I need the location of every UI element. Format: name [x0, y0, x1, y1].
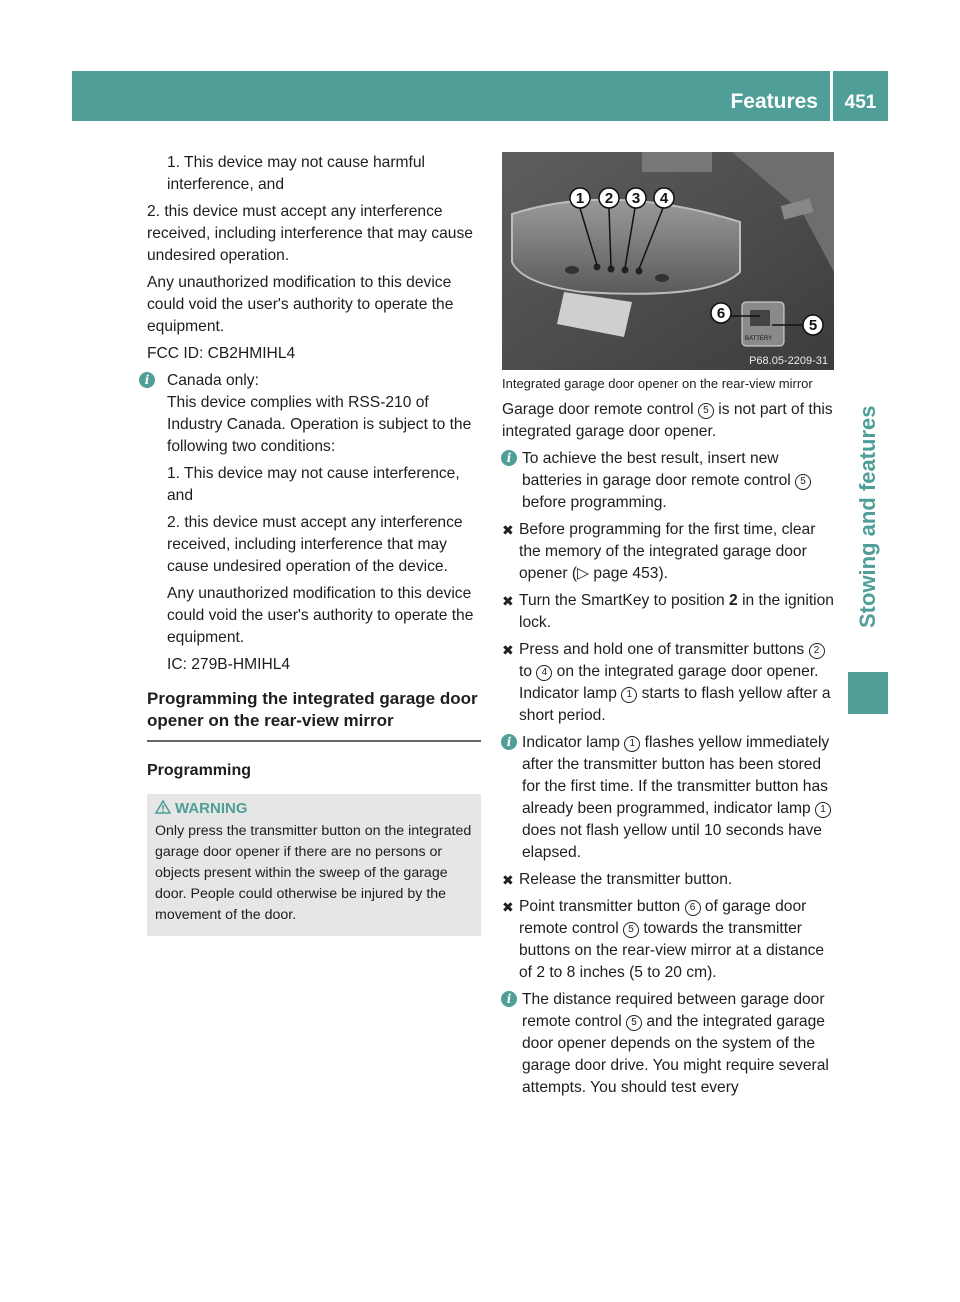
ref-4: 4 — [536, 665, 552, 681]
canada-compliance: This device complies with RSS-210 of Industry Canada. Operation is subject to the following two conditions: — [167, 394, 472, 455]
ref-2: 2 — [809, 643, 825, 659]
remote-note: Garage door remote control 5 is not part of this integrated garage door opener. — [502, 401, 833, 440]
step-arrow-icon: ✖ — [502, 899, 514, 915]
canada-info — [139, 370, 481, 676]
figure-code: P68.05-2209-31 — [749, 355, 828, 367]
canada-modification-note: Any unauthorized modification to this device could void the user's authority to operate the equipment. — [167, 585, 474, 646]
step-release: ✖ Release the transmitter button. — [502, 869, 834, 891]
figure-caption: Integrated garage door opener on the rear-view mirror — [502, 376, 813, 391]
page-number: 451 — [844, 92, 877, 113]
warning-triangle-icon — [155, 800, 171, 814]
ref-6: 6 — [685, 900, 701, 916]
warning-text: Only press the transmitter button on the integrated garage door opener if there are no persons or objects present within the sweep of the garage door. People could otherwise be injured by the movement of the door. — [155, 823, 472, 923]
fcc-modification-note: Any unauthorized modification to this device could void the user's authority to operate the equipment. — [147, 274, 454, 335]
battery-text: BATTERY — [745, 336, 773, 342]
step-arrow-icon: ✖ — [502, 522, 514, 538]
info-indicator: i Indicator lamp 1 flashes yellow immediately after the transmitter button has been stored for the first time. If the transmitter button has already been programmed, indicator lamp 1 does not flash yellow until 10 seconds have elapsed. — [502, 732, 834, 864]
side-tab-marker — [848, 672, 888, 714]
left-column — [144, 152, 481, 936]
header-title: Features — [730, 90, 818, 113]
callout-5: 5 — [808, 317, 818, 334]
step-press-hold: ✖ Press and hold one of transmitter buttons 2 to 4 on the integrated garage door opener. Indicator lamp 1 starts to flash yellow after a short period. — [502, 641, 831, 724]
info-icon: i — [501, 734, 517, 750]
mirror-figure — [502, 152, 834, 370]
callout-2: 2 — [604, 190, 614, 207]
heading-rule — [147, 740, 481, 742]
step-point: ✖ Point transmitter button 6 of garage door remote control 5 towards the transmitter buttons on the rear-view mirror at a distance of 2 to 8 inches (5 to 20 cm). — [502, 898, 825, 981]
canada-condition-1: 1. This device may not cause interference, and — [167, 465, 460, 504]
step-arrow-icon: ✖ — [502, 593, 514, 609]
ref-5: 5 — [623, 922, 639, 938]
step-clear-memory: ✖ Before programming for the first time, clear the memory of the integrated garage door opener (▷ page 453). — [502, 521, 816, 582]
ref-5: 5 — [795, 474, 811, 490]
callout-1: 1 — [575, 190, 585, 207]
callout-4: 4 — [659, 190, 669, 207]
ref-5: 5 — [626, 1015, 642, 1031]
section-heading: Programming the integrated garage door opener on the rear-view mirror — [147, 689, 478, 730]
ref-5: 5 — [698, 403, 714, 419]
step-turn-key: ✖ Turn the SmartKey to position 2 in the ignition lock. — [502, 592, 834, 631]
canada-ic: IC: 279B-HMIHL4 — [167, 656, 291, 673]
fcc-id: FCC ID: CB2HMIHL4 — [147, 345, 296, 362]
canada-condition-2: 2. this device must accept any interference received, including interference that may cause undesired operation of the device. — [167, 514, 463, 575]
subsection-heading: Programming — [147, 762, 252, 779]
right-column — [502, 152, 834, 1104]
step-arrow-icon: ✖ — [502, 872, 514, 888]
info-icon: i — [139, 372, 155, 388]
warning-title — [155, 798, 473, 819]
ref-1: 1 — [621, 687, 637, 703]
callout-6: 6 — [716, 305, 726, 322]
info-icon: i — [501, 450, 517, 466]
canada-title: Canada only: — [167, 372, 259, 389]
fcc-condition-2: 2. this device must accept any interference received, including interference that may cause undesired operation. — [147, 203, 473, 264]
ref-1: 1 — [624, 736, 640, 752]
mirror-illustration — [502, 152, 834, 370]
info-batteries: i To achieve the best result, insert new batteries in garage door remote control 5 before programming. — [502, 448, 834, 514]
info-icon: i — [501, 991, 517, 1007]
warning-label: WARNING — [175, 800, 248, 817]
fcc-condition-1: 1. This device may not cause harmful interference, and — [167, 154, 425, 193]
ref-1: 1 — [815, 802, 831, 818]
side-tab-label: Stowing and features — [855, 405, 880, 629]
info-distance: i The distance required between garage door remote control 5 and the integrated garage door opener depends on the system of the garage door drive. You might require several attempts. You should test every — [502, 989, 834, 1099]
callout-3: 3 — [631, 190, 641, 207]
warning-box — [147, 794, 481, 936]
step-arrow-icon: ✖ — [502, 642, 514, 658]
